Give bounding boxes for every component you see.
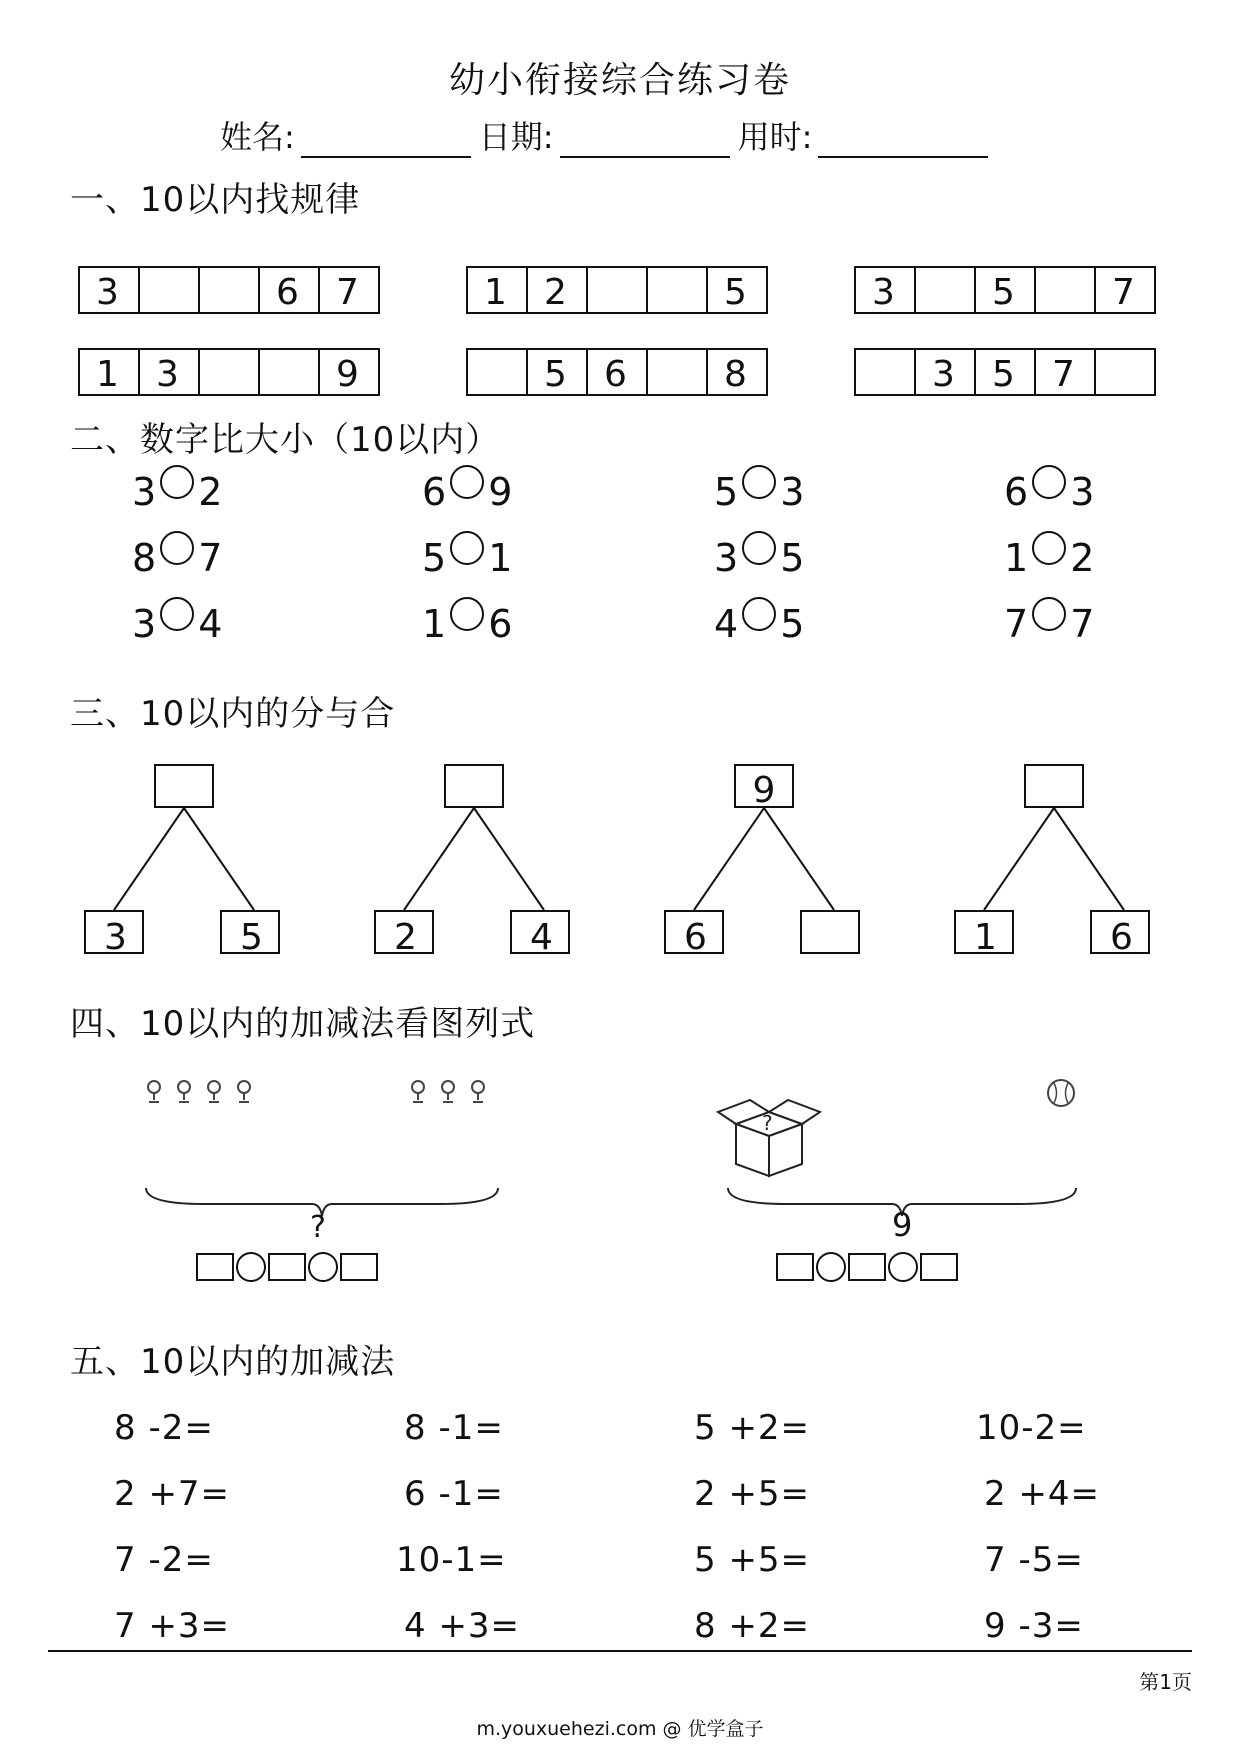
compare-circle[interactable] bbox=[160, 465, 194, 499]
total-label: ? bbox=[310, 1210, 326, 1245]
comparison-item bbox=[1004, 602, 1094, 646]
number-bond bbox=[374, 764, 574, 958]
answer-box[interactable] bbox=[268, 1253, 306, 1281]
pattern-strip bbox=[466, 348, 768, 396]
arithmetic-problem[interactable]: 6 -1= bbox=[404, 1474, 504, 1514]
bond-left-box[interactable]: 6 bbox=[664, 910, 724, 954]
compare-circle[interactable] bbox=[742, 531, 776, 565]
pattern-cell[interactable] bbox=[1036, 268, 1096, 312]
comparison-item bbox=[714, 536, 804, 580]
box-icon bbox=[714, 1084, 824, 1184]
pattern-cell[interactable]: 2 bbox=[528, 268, 588, 312]
operator-circle[interactable] bbox=[816, 1252, 846, 1282]
answer-box[interactable] bbox=[340, 1253, 378, 1281]
pattern-cell[interactable]: 7 bbox=[1096, 268, 1156, 312]
bond-right-box[interactable]: 4 bbox=[510, 910, 570, 954]
arithmetic-problem[interactable]: 10-2= bbox=[976, 1408, 1087, 1448]
pattern-cell[interactable] bbox=[200, 268, 260, 312]
bond-left-box[interactable]: 2 bbox=[374, 910, 434, 954]
comparison-item bbox=[714, 602, 804, 646]
student-info-row bbox=[220, 112, 996, 158]
right-number: 1 bbox=[488, 536, 513, 580]
right-number: 3 bbox=[1070, 470, 1095, 514]
arithmetic-problem[interactable]: 7 -5= bbox=[984, 1540, 1084, 1580]
date-label: 日期: bbox=[478, 118, 554, 156]
arithmetic-problem[interactable]: 2 +5= bbox=[694, 1474, 811, 1514]
right-number: 4 bbox=[198, 602, 223, 646]
right-number: 3 bbox=[780, 470, 805, 514]
bond-left-box[interactable]: 1 bbox=[954, 910, 1014, 954]
left-number: 6 bbox=[422, 470, 447, 514]
compare-circle[interactable] bbox=[742, 597, 776, 631]
number-bond bbox=[664, 764, 864, 958]
answer-box[interactable] bbox=[848, 1253, 886, 1281]
pattern-cell[interactable]: 8 bbox=[708, 350, 768, 394]
left-number: 1 bbox=[1004, 536, 1029, 580]
pattern-strip bbox=[854, 348, 1156, 396]
compare-circle[interactable] bbox=[160, 531, 194, 565]
compare-circle[interactable] bbox=[450, 465, 484, 499]
compare-circle[interactable] bbox=[742, 465, 776, 499]
arithmetic-problem[interactable]: 2 +4= bbox=[984, 1474, 1101, 1514]
comparison-item bbox=[132, 602, 222, 646]
answer-box[interactable] bbox=[920, 1253, 958, 1281]
light-bulb-icon bbox=[408, 1078, 498, 1108]
arithmetic-problem[interactable]: 8 +2= bbox=[694, 1606, 811, 1646]
comparison-item bbox=[1004, 536, 1094, 580]
arithmetic-problem[interactable]: 4 +3= bbox=[404, 1606, 521, 1646]
comparison-item bbox=[132, 536, 222, 580]
bond-right-box[interactable]: 5 bbox=[220, 910, 280, 954]
compare-circle[interactable] bbox=[450, 597, 484, 631]
bond-top-box[interactable] bbox=[1024, 764, 1084, 808]
pattern-cell[interactable]: 1 bbox=[80, 350, 140, 394]
number-bond bbox=[84, 764, 284, 958]
section-3-heading: 三、10以内的分与合 bbox=[70, 694, 396, 734]
pattern-cell[interactable]: 9 bbox=[320, 350, 380, 394]
left-number: 8 bbox=[132, 536, 157, 580]
pattern-cell[interactable]: 7 bbox=[1036, 350, 1096, 394]
comparison-item bbox=[422, 470, 512, 514]
comparison-item bbox=[422, 602, 512, 646]
arithmetic-problem[interactable]: 8 -1= bbox=[404, 1408, 504, 1448]
right-number: 7 bbox=[198, 536, 223, 580]
left-number: 6 bbox=[1004, 470, 1029, 514]
right-number: 7 bbox=[1070, 602, 1095, 646]
compare-circle[interactable] bbox=[1032, 465, 1066, 499]
source-watermark: m.youxuehezi.com @ 优学盒子 bbox=[476, 1718, 764, 1740]
pattern-strip bbox=[78, 348, 380, 396]
pattern-cell[interactable] bbox=[260, 350, 320, 394]
pattern-cell[interactable]: 7 bbox=[320, 268, 380, 312]
pattern-cell[interactable]: 5 bbox=[976, 268, 1036, 312]
right-number: 5 bbox=[780, 536, 805, 580]
bond-right-box[interactable]: 6 bbox=[1090, 910, 1150, 954]
total-label: 9 bbox=[892, 1206, 913, 1244]
pattern-cell[interactable]: 6 bbox=[260, 268, 320, 312]
section-5-heading: 五、10以内的加减法 bbox=[70, 1342, 396, 1382]
pattern-cell[interactable]: 3 bbox=[80, 268, 140, 312]
arithmetic-problem[interactable]: 2 +7= bbox=[114, 1474, 231, 1514]
left-number: 4 bbox=[714, 602, 739, 646]
baseball-icon bbox=[1044, 1076, 1078, 1110]
time-label: 用时: bbox=[737, 118, 813, 156]
operator-circle[interactable] bbox=[236, 1252, 266, 1282]
bond-top-box[interactable] bbox=[444, 764, 504, 808]
compare-circle[interactable] bbox=[1032, 597, 1066, 631]
light-bulb-icon bbox=[144, 1078, 264, 1108]
pattern-cell[interactable]: 1 bbox=[468, 268, 528, 312]
page-number: 第1页 bbox=[1139, 1670, 1192, 1694]
date-field[interactable] bbox=[560, 122, 730, 158]
pattern-cell[interactable] bbox=[200, 350, 260, 394]
answer-box[interactable] bbox=[196, 1253, 234, 1281]
pattern-cell[interactable] bbox=[140, 268, 200, 312]
comparison-item bbox=[422, 536, 512, 580]
arithmetic-problem[interactable]: 5 +2= bbox=[694, 1408, 811, 1448]
comparison-item bbox=[714, 470, 804, 514]
bond-top-box[interactable]: 9 bbox=[734, 764, 794, 808]
pattern-cell[interactable] bbox=[856, 350, 916, 394]
number-bond bbox=[954, 764, 1154, 958]
pattern-cell[interactable]: 5 bbox=[528, 350, 588, 394]
bond-top-box[interactable] bbox=[154, 764, 214, 808]
pattern-cell[interactable] bbox=[1096, 350, 1156, 394]
pattern-strip bbox=[78, 266, 380, 314]
section-1-heading: 一、10以内找规律 bbox=[70, 180, 361, 220]
right-number: 6 bbox=[488, 602, 513, 646]
pattern-cell[interactable] bbox=[588, 268, 648, 312]
right-number: 2 bbox=[198, 470, 223, 514]
pattern-cell[interactable]: 6 bbox=[588, 350, 648, 394]
left-number: 3 bbox=[714, 536, 739, 580]
box-question-mark: ? bbox=[762, 1111, 773, 1135]
pattern-cell[interactable] bbox=[648, 350, 708, 394]
comparison-item bbox=[1004, 470, 1094, 514]
right-number: 5 bbox=[780, 602, 805, 646]
answer-box[interactable] bbox=[776, 1253, 814, 1281]
pattern-cell[interactable] bbox=[648, 268, 708, 312]
bond-left-box[interactable]: 3 bbox=[84, 910, 144, 954]
section-4-heading: 四、10以内的加减法看图列式 bbox=[70, 1004, 536, 1044]
time-field[interactable] bbox=[818, 122, 988, 158]
arithmetic-problem[interactable]: 5 +5= bbox=[694, 1540, 811, 1580]
compare-circle[interactable] bbox=[1032, 531, 1066, 565]
answer-equation bbox=[776, 1252, 958, 1282]
worksheet-title: 幼小衔接综合练习卷 bbox=[448, 60, 791, 101]
pattern-cell[interactable]: 3 bbox=[856, 268, 916, 312]
left-number: 3 bbox=[132, 470, 157, 514]
bond-right-box[interactable] bbox=[800, 910, 860, 954]
pattern-cell[interactable] bbox=[468, 350, 528, 394]
pattern-cell[interactable]: 3 bbox=[140, 350, 200, 394]
left-number: 3 bbox=[132, 602, 157, 646]
arithmetic-problem[interactable]: 8 -2= bbox=[114, 1408, 214, 1448]
left-number: 5 bbox=[422, 536, 447, 580]
compare-circle[interactable] bbox=[160, 597, 194, 631]
left-number: 5 bbox=[714, 470, 739, 514]
compare-circle[interactable] bbox=[450, 531, 484, 565]
pattern-cell[interactable]: 5 bbox=[708, 268, 768, 312]
section-2-heading: 二、数字比大小（10以内） bbox=[70, 420, 501, 460]
pattern-strip bbox=[854, 266, 1156, 314]
comparison-item bbox=[132, 470, 222, 514]
pattern-cell[interactable] bbox=[916, 268, 976, 312]
pattern-cell[interactable]: 3 bbox=[916, 350, 976, 394]
arithmetic-problem[interactable]: 7 -2= bbox=[114, 1540, 214, 1580]
pattern-strip bbox=[466, 266, 768, 314]
answer-equation bbox=[196, 1252, 378, 1282]
right-number: 2 bbox=[1070, 536, 1095, 580]
arithmetic-problem[interactable]: 7 +3= bbox=[114, 1606, 231, 1646]
operator-circle[interactable] bbox=[308, 1252, 338, 1282]
name-field[interactable] bbox=[301, 122, 471, 158]
operator-circle[interactable] bbox=[888, 1252, 918, 1282]
name-label: 姓名: bbox=[220, 118, 295, 156]
left-number: 7 bbox=[1004, 602, 1029, 646]
arithmetic-problem[interactable]: 10-1= bbox=[396, 1540, 507, 1580]
arithmetic-problem[interactable]: 9 -3= bbox=[984, 1606, 1084, 1646]
footer-divider bbox=[48, 1650, 1192, 1652]
right-number: 9 bbox=[488, 470, 513, 514]
pattern-cell[interactable]: 5 bbox=[976, 350, 1036, 394]
left-number: 1 bbox=[422, 602, 447, 646]
